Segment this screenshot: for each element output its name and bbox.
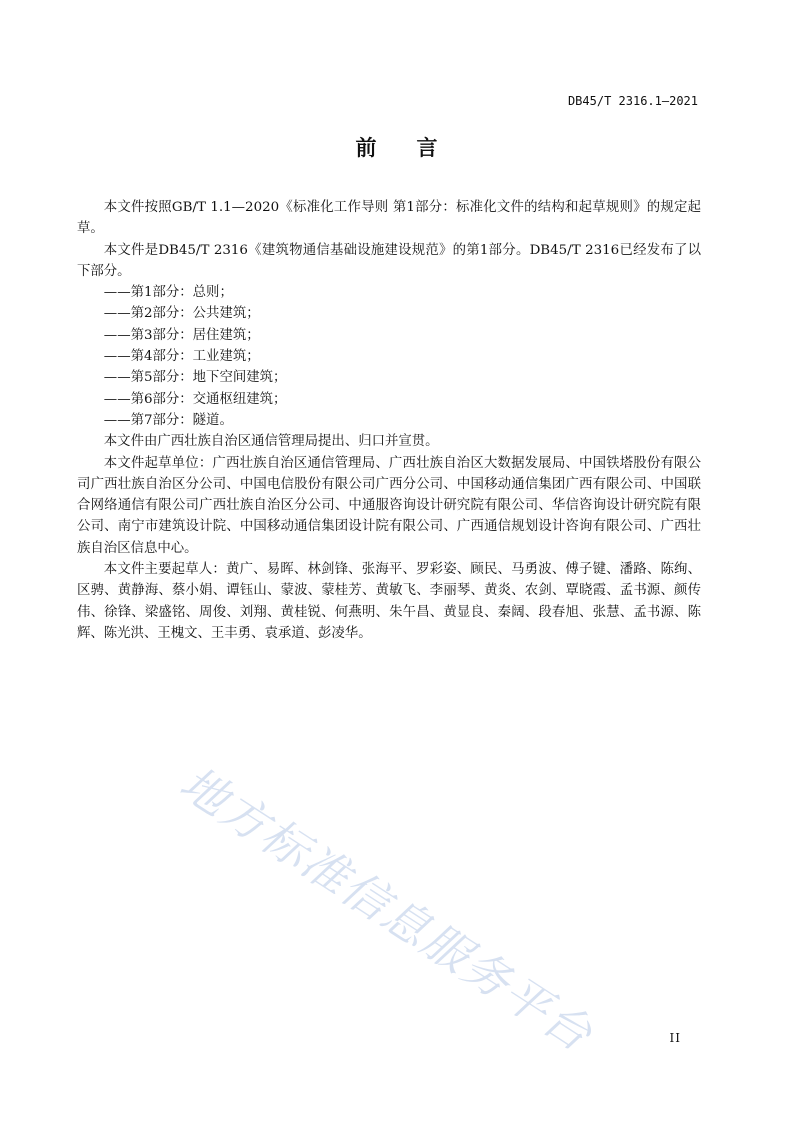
paragraph-series-intro: 本文件是DB45/T 2316《建筑物通信基础设施建设规范》的第1部分。DB45/T 2316已经发布了以下部分。 bbox=[77, 242, 701, 279]
section-title: 前言 bbox=[355, 136, 478, 160]
paragraph-proposer: 本文件由广西壮族自治区通信管理局提出、归口并宣贯。 bbox=[103, 434, 439, 450]
paragraph-drafting-units: 本文件起草单位：广西壮族自治区通信管理局、广西壮族自治区大数据发展局、中国铁塔股份有限公司广西壮族自治区分公司、中国电信股份有限公司广西分公司、中国移动通信集团广西有限公司、中国联合网络通信有限公司广西壮族自治区分公司、中通服咨询设计研究院有限公司、华信咨询设计研究院有限公司、南宁市建筑设计院、中国移动通信集团设计院有限公司、广西通信规划设计咨询有限公司、广西壮族自治区信息中心。 bbox=[77, 455, 701, 556]
part-list-item: ——第1部分：总则； bbox=[103, 285, 233, 301]
paragraph-drafters: 本文件主要起草人：黄广、易晖、林剑锋、张海平、罗彩姿、顾民、马勇波、傅子键、潘路、陈绚、区骋、黄静海、蔡小娟、谭钰山、蒙波、蒙桂芳、黄敏飞、李丽琴、黄炎、农剑、覃晓霞、孟书源、颜传伟、徐锋、梁盛铭、周俊、刘翔、黄桂锐、何燕明、朱午昌、黄显良、秦阔、段春旭、张慧、孟书源、陈辉、陈光洪、王槐文、王丰勇、袁承道、彭凌华。 bbox=[77, 562, 701, 641]
document-number: DB45/T 2316.1—2021 bbox=[567, 94, 698, 108]
part-list-item: ——第3部分：居住建筑； bbox=[103, 327, 260, 343]
watermark-text: 地方标准信息服务平台 bbox=[170, 755, 603, 1063]
part-list-item: ——第6部分：交通枢纽建筑； bbox=[103, 391, 287, 407]
part-list-item: ——第2部分：公共建筑； bbox=[103, 306, 260, 322]
part-list-item: ——第5部分：地下空间建筑； bbox=[103, 370, 287, 386]
part-list-item: ——第7部分：隧道。 bbox=[103, 412, 233, 428]
page-number: II bbox=[669, 1031, 681, 1045]
paragraph-drafting-basis: 本文件按照GB/T 1.1—2020《标准化工作导则 第1部分：标准化文件的结构和起草规则》的规定起草。 bbox=[77, 200, 701, 237]
foreword-body bbox=[77, 197, 701, 644]
part-list-item: ——第4部分：工业建筑； bbox=[103, 349, 260, 365]
